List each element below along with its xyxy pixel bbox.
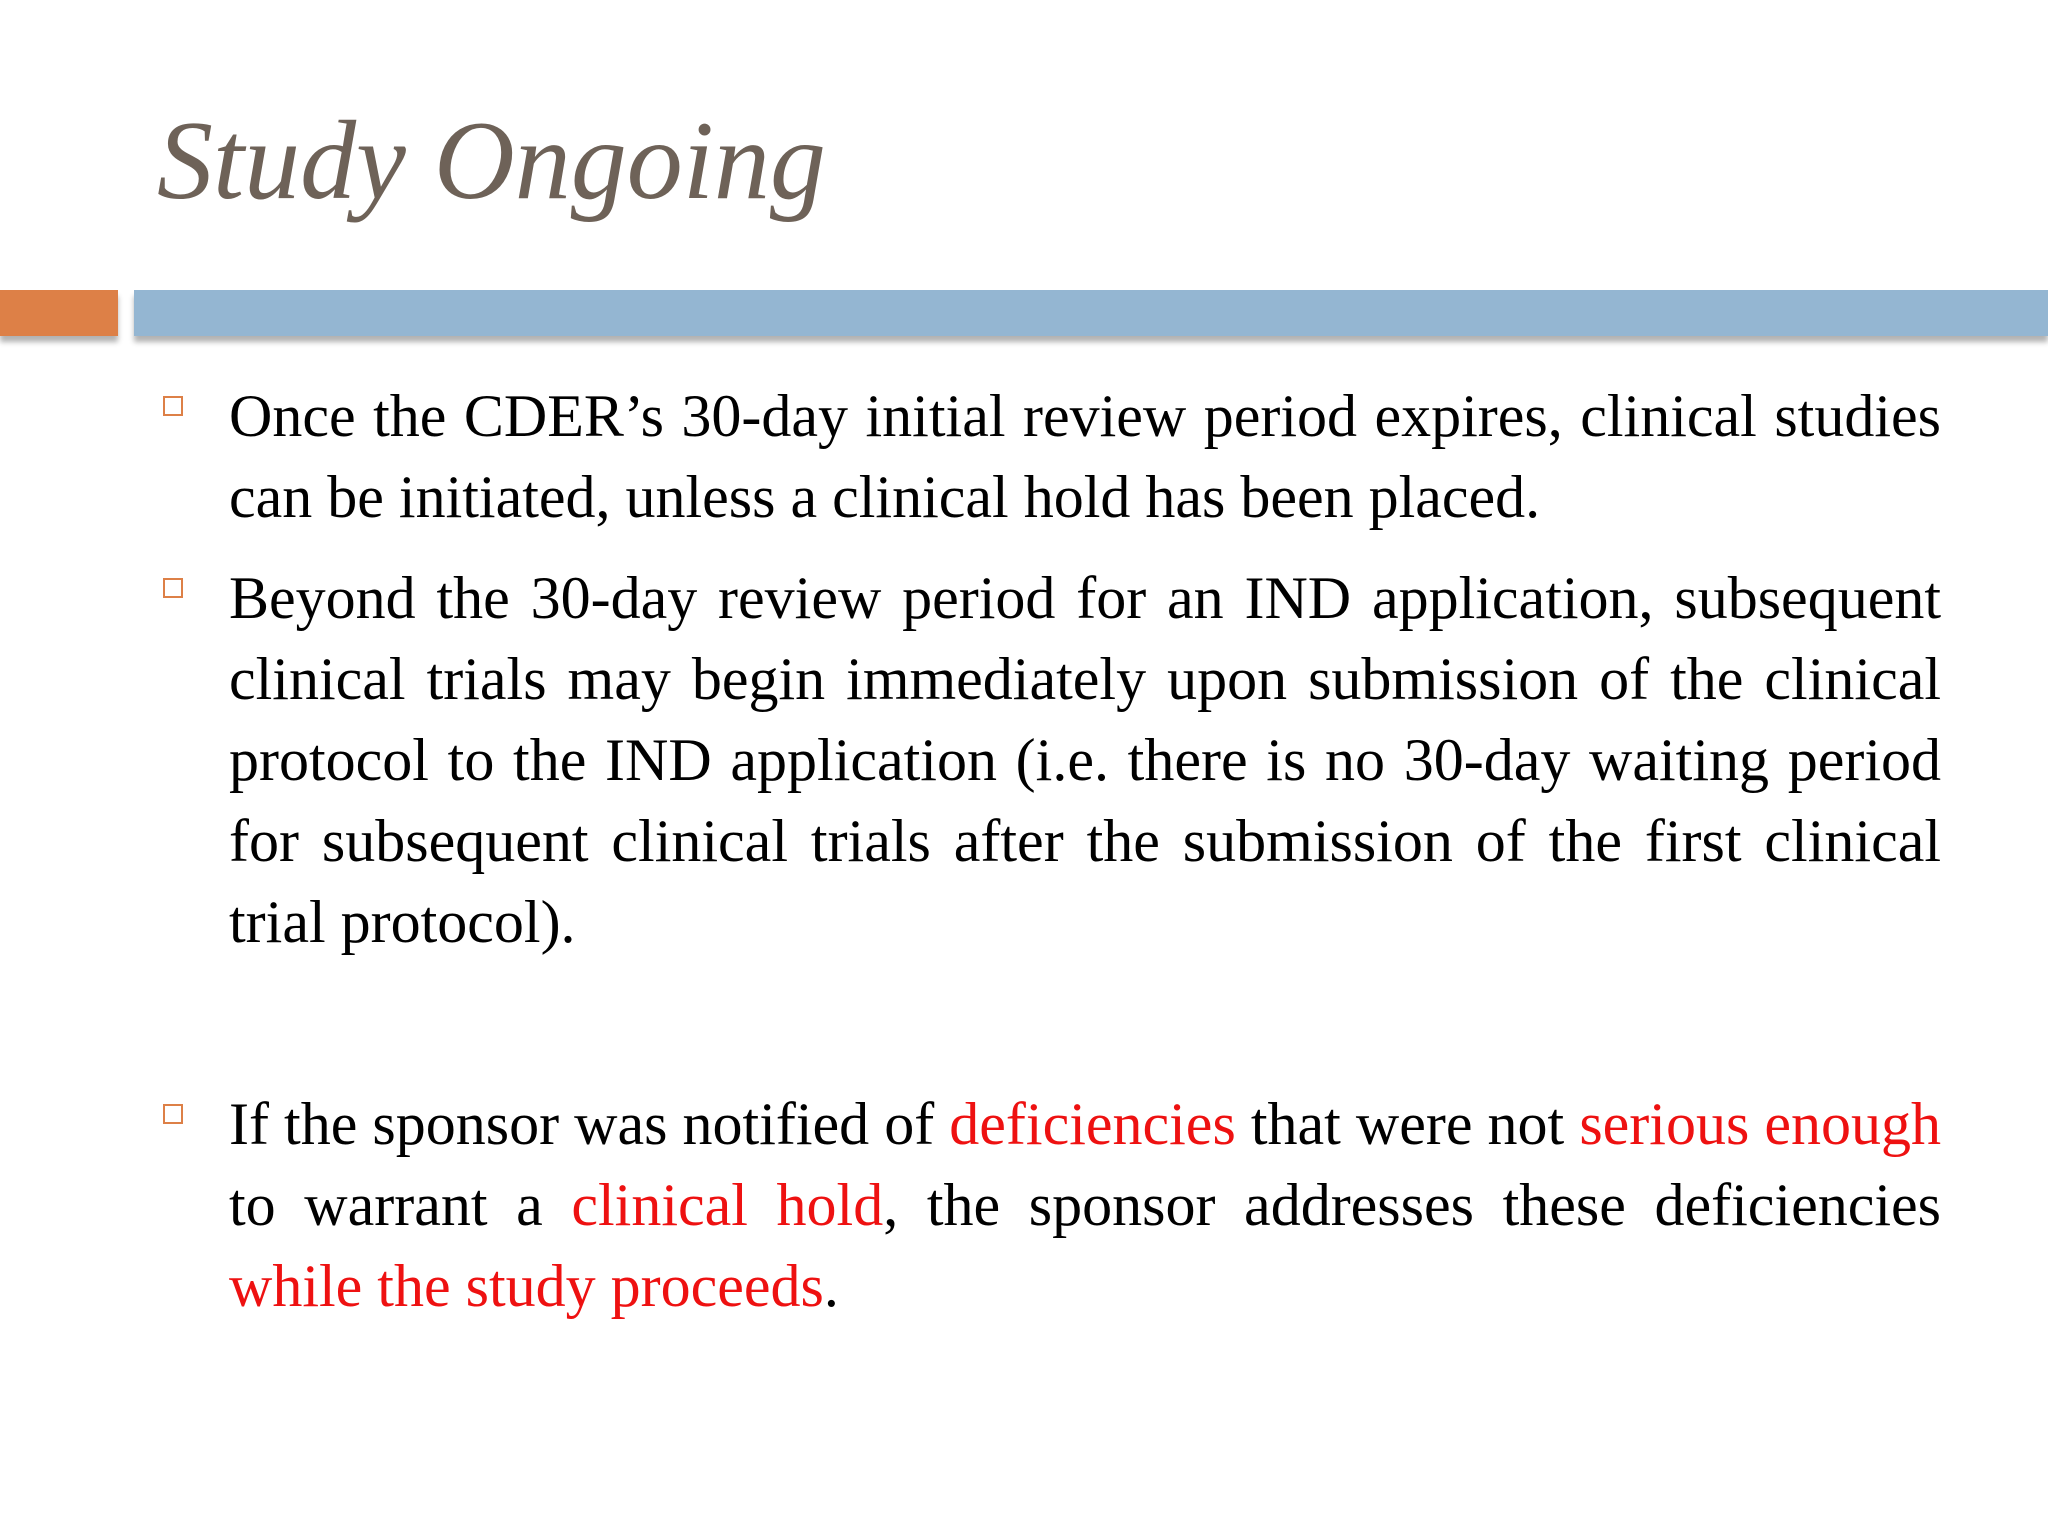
bullet-1: Once the CDER’s 30-day initial review period expires, clinical studies can be initiated, unless a clinical hold has been placed.	[229, 383, 1941, 530]
hollow-square-bullet-icon	[163, 1104, 183, 1124]
highlight-clinical-hold: clinical hold	[571, 1172, 884, 1238]
bullet-2: Beyond the 30-day review period for an IND application, subsequent clinical trials may begin immediately upon submission of the clinical protocol to the IND application (i.e. there is no 30-day waiting period for subsequent clinical trials after the submission of the first clinical trial protocol).	[229, 565, 1941, 955]
bullet-3-segment: If the sponsor was notified of	[229, 1091, 950, 1157]
highlight-while-the-study-proceeds: while the study proceeds	[229, 1253, 824, 1319]
bullet-3-segment: .	[823, 1253, 839, 1319]
bullet-3-segment: to warrant a	[229, 1172, 572, 1238]
bullet-3-segment: that were not	[1235, 1091, 1580, 1157]
hollow-square-bullet-icon	[163, 578, 183, 598]
slide-title: Study Ongoing	[157, 99, 826, 223]
bullet-3	[229, 1084, 1941, 1327]
highlight-deficiencies: deficiencies	[949, 1091, 1236, 1157]
bullet-3-segment: , the sponsor addresses these deficiencies	[883, 1172, 1941, 1238]
hollow-square-bullet-icon	[163, 396, 183, 416]
highlight-serious-enough: serious enough	[1579, 1091, 1941, 1157]
